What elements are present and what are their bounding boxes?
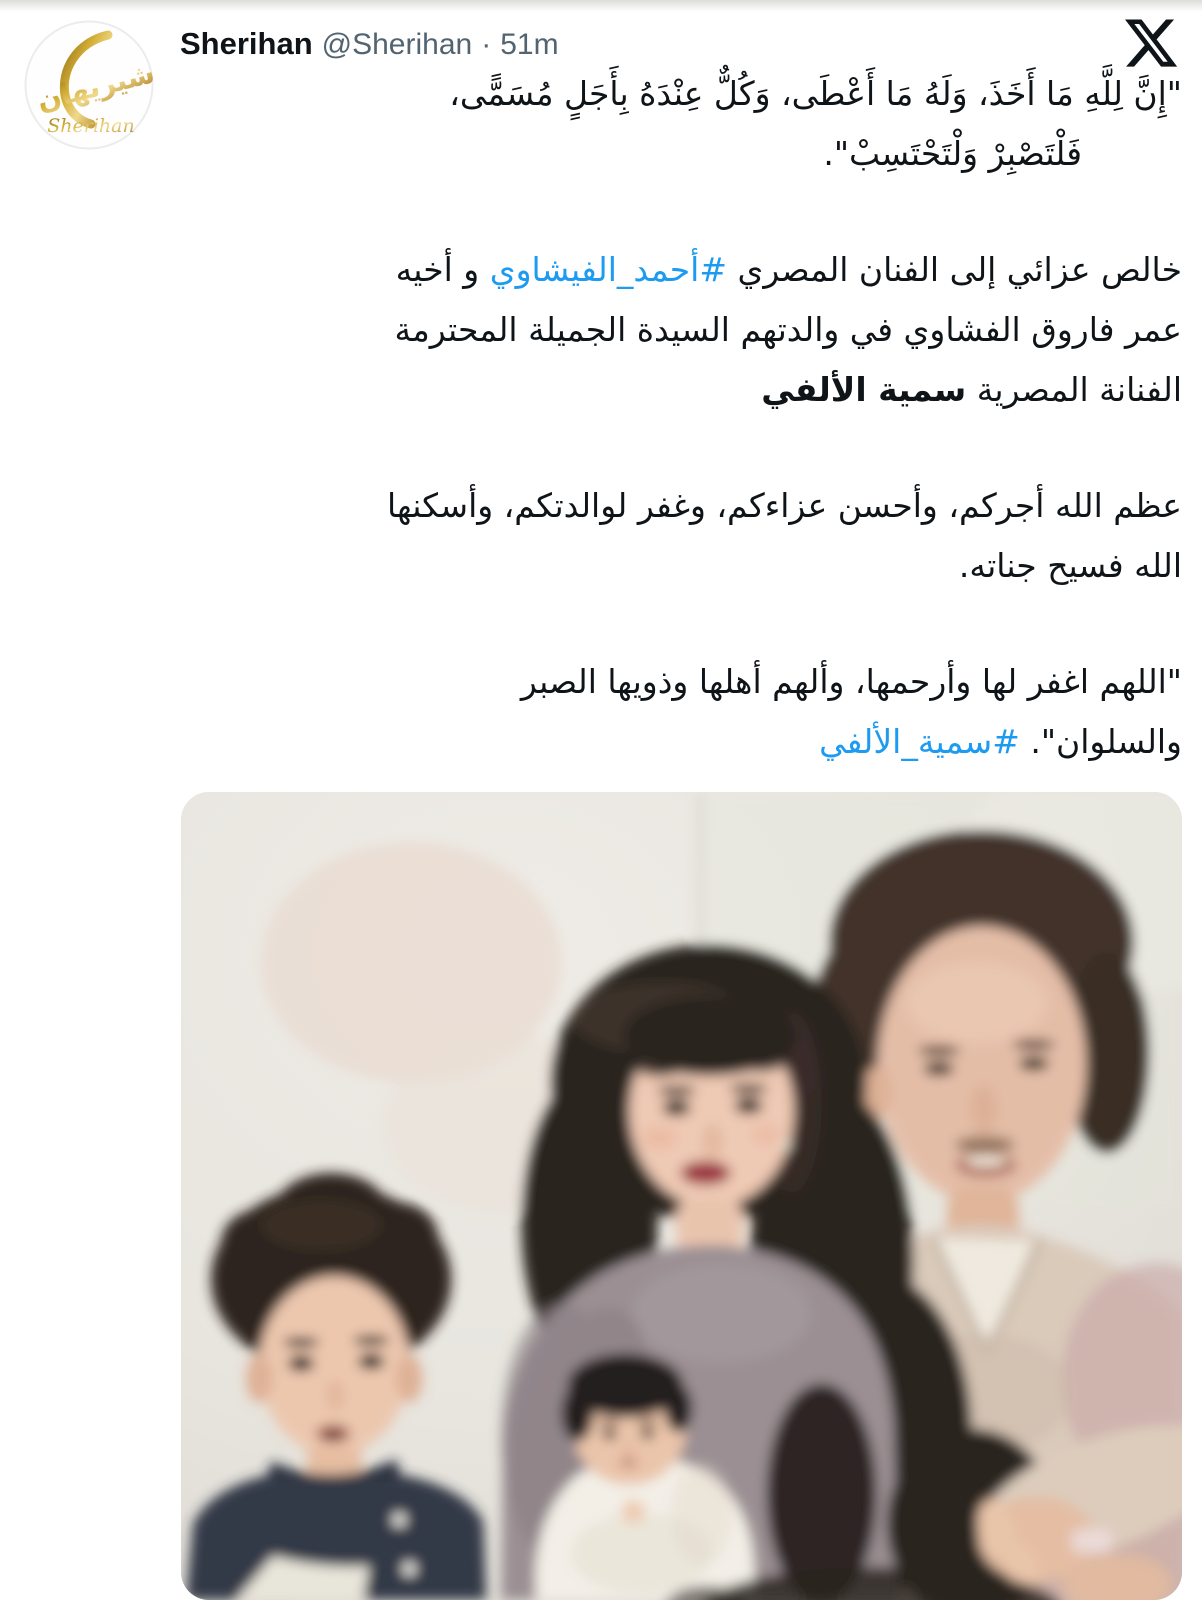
deceased-name-bold: سمية الألفي [761, 370, 967, 409]
tweet-text-segment: و أخيه [395, 250, 490, 289]
tweet-text-segment: الفنانة المصرية [966, 370, 1182, 409]
author-name[interactable]: Sherihan [180, 26, 313, 61]
tweet-paragraph-prayer2 [180, 652, 1182, 772]
screenshot-top-edge [0, 0, 1202, 12]
tweet-text-line: الله فسيح جناته. [958, 546, 1182, 585]
tweet-text-segment: خالص عزائي إلى الفنان المصري [727, 250, 1182, 289]
avatar[interactable] [24, 20, 154, 150]
tweet-paragraph-prayer1 [180, 476, 1182, 596]
hashtag-somaya-elalfy[interactable]: #سمية_الألفي [819, 722, 1020, 761]
tweet-text-line: فَلْتَصْبِرْ وَلْتَحْتَسِبْ". [823, 134, 1082, 173]
tweet-paragraph-condolence [180, 240, 1182, 420]
tweet-header [180, 26, 559, 62]
tweet-text-segment: والسلوان". [1019, 722, 1182, 761]
header-separator-dot: · [481, 28, 492, 61]
tweet-text-line: عظم الله أجركم، وأحسن عزاءكم، وغفر لوالدتكم، وأسكنها [386, 486, 1182, 525]
photo-faded-overlay [181, 792, 1182, 1600]
tweet-text-line: "إِنَّ لِلَّهِ مَا أَخَذَ، وَلَهُ مَا أَعْطَى، وَكُلٌّ عِنْدَهُ بِأَجَلٍ مُسَمًّى، [449, 74, 1182, 113]
hashtag-ahmed-elfishawy[interactable]: #أحمد_الفيشاوي [489, 250, 727, 289]
tweet-body [180, 64, 1182, 828]
tweet-text-line: عمر فاروق الفشاوي في والدتهم السيدة الجميلة المحترمة [394, 310, 1182, 349]
tweet-paragraph-quote [180, 64, 1182, 184]
tweet-timestamp: 51m [500, 28, 559, 61]
avatar-latin-signature: Sherihan [47, 115, 135, 137]
tweet-text-line: "اللهم اغفر لها وأرحمها، وألهم أهلها وذويها الصبر [520, 662, 1182, 701]
avatar-arabic-calligraphy: شيريهان [33, 56, 154, 118]
tweet-photo-family-portrait[interactable] [181, 792, 1182, 1600]
author-handle[interactable]: @Sherihan [321, 28, 473, 61]
